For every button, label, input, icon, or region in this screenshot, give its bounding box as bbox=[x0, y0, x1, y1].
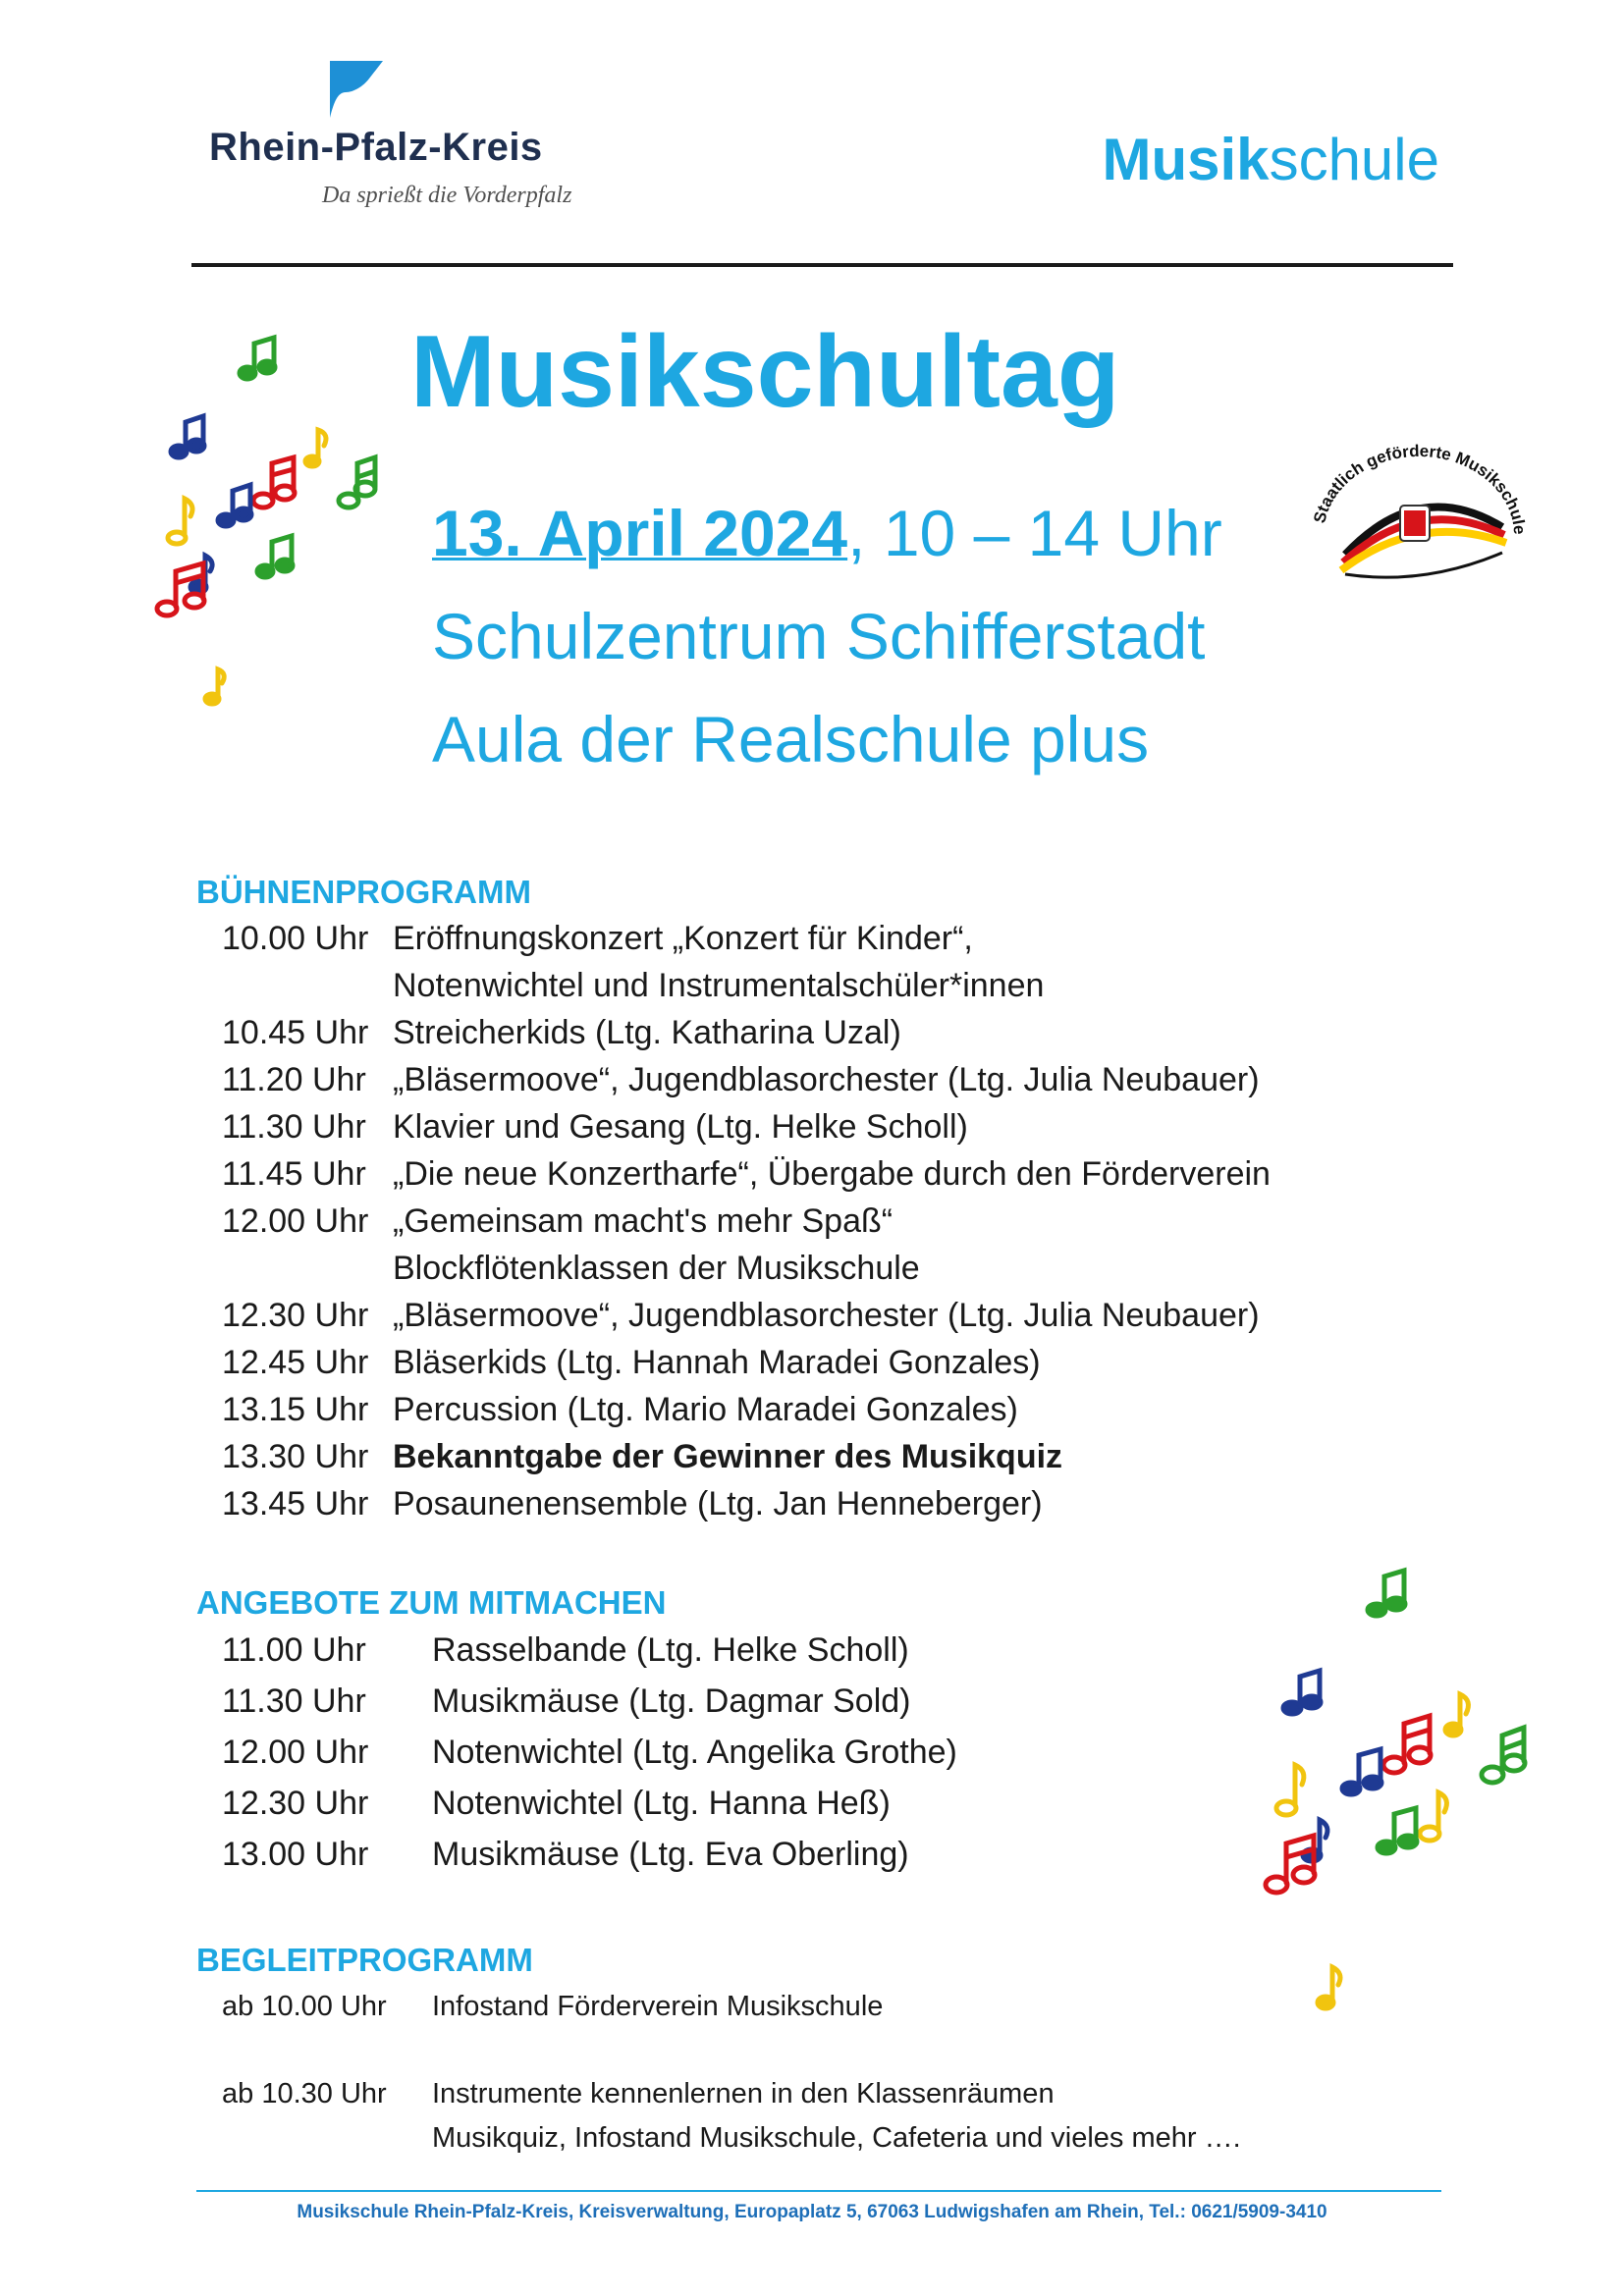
stage-item-time: 10.45 Uhr bbox=[222, 1014, 369, 1051]
music-notes-decoration-left bbox=[147, 324, 403, 717]
accompany-item-time: ab 10.00 Uhr bbox=[222, 1991, 387, 2022]
event-time: , 10 – 14 Uhr bbox=[847, 497, 1222, 569]
footer-divider bbox=[196, 2190, 1441, 2192]
stage-item-text2: Notenwichtel und Instrumentalschüler*innen bbox=[393, 967, 1045, 1004]
stage-item-time: 12.00 Uhr bbox=[222, 1202, 369, 1240]
stage-item-text: Klavier und Gesang (Ltg. Helke Scholl) bbox=[393, 1108, 968, 1146]
school-name bbox=[1103, 126, 1439, 193]
participate-item-time: 12.00 Uhr bbox=[222, 1734, 369, 1771]
footer-address: Musikschule Rhein-Pfalz-Kreis, Kreisverwaltung, Europaplatz 5, 67063 Ludwigshafen am Rhein, Tel.: 0621/5909-3410 bbox=[297, 2202, 1327, 2222]
stage-item-text: Streicherkids (Ltg. Katharina Uzal) bbox=[393, 1014, 901, 1051]
stage-item-text: „Die neue Konzertharfe“, Übergabe durch den Förderverein bbox=[393, 1155, 1271, 1193]
svg-text:Staatlich geförderte Musikschu: Staatlich geförderte Musikschule bbox=[1310, 441, 1530, 536]
header-divider bbox=[191, 263, 1453, 267]
accompany-item-text: Instrumente kennenlernen in den Klassenräumen bbox=[432, 2078, 1055, 2109]
stage-item-time: 13.30 Uhr bbox=[222, 1438, 369, 1475]
school-name-rest: schule bbox=[1269, 127, 1439, 192]
stage-item-time: 10.00 Uhr bbox=[222, 920, 369, 957]
participate-item-text: Musikmäuse (Ltg. Dagmar Sold) bbox=[432, 1682, 911, 1720]
stage-item-time: 13.15 Uhr bbox=[222, 1391, 369, 1428]
participate-item-time: 12.30 Uhr bbox=[222, 1785, 369, 1822]
stage-item-text: Posaunenensemble (Ltg. Jan Henneberger) bbox=[393, 1485, 1043, 1522]
state-funded-badge bbox=[1306, 437, 1532, 584]
stage-program-heading: BÜHNENPROGRAMM bbox=[196, 874, 531, 910]
page-title: Musikschultag bbox=[410, 315, 1120, 429]
event-hall: Aula der Realschule plus bbox=[432, 703, 1150, 775]
stage-item-text: „Bläsermoove“, Jugendblasorchester (Ltg. Julia Neubauer) bbox=[393, 1061, 1260, 1098]
participate-item-text: Rasselbande (Ltg. Helke Scholl) bbox=[432, 1631, 909, 1669]
music-notes-decoration-right bbox=[1257, 1561, 1551, 2032]
event-date: 13. April 2024 bbox=[432, 497, 848, 569]
stage-item-text: Bekanntgabe der Gewinner des Musikquiz bbox=[393, 1438, 1063, 1475]
participate-item-time: 13.00 Uhr bbox=[222, 1836, 369, 1873]
participate-heading: ANGEBOTE ZUM MITMACHEN bbox=[196, 1584, 667, 1621]
school-name-bold: Musik bbox=[1102, 127, 1270, 192]
stage-item-time: 13.45 Uhr bbox=[222, 1485, 369, 1522]
stage-item-time: 11.20 Uhr bbox=[222, 1061, 366, 1098]
stage-item-text: Percussion (Ltg. Mario Maradei Gonzales) bbox=[393, 1391, 1018, 1428]
event-date-time bbox=[432, 496, 1222, 570]
accompany-item-text2: Musikquiz, Infostand Musikschule, Cafeteria und vieles mehr …. bbox=[432, 2122, 1241, 2154]
accompany-heading: BEGLEITPROGRAMM bbox=[196, 1942, 533, 1978]
stage-item-time: 12.45 Uhr bbox=[222, 1344, 369, 1381]
participate-item-time: 11.00 Uhr bbox=[222, 1631, 366, 1669]
stage-item-text: „Gemeinsam macht's mehr Spaß“ bbox=[393, 1202, 893, 1240]
stage-item-text: Eröffnungskonzert „Konzert für Kinder“, bbox=[393, 920, 973, 957]
district-logo-name: Rhein-Pfalz-Kreis bbox=[209, 126, 543, 169]
participate-item-time: 11.30 Uhr bbox=[222, 1682, 366, 1720]
participate-item-text: Notenwichtel (Ltg. Angelika Grothe) bbox=[432, 1734, 957, 1771]
district-logo-tagline: Da sprießt die Vorderpfalz bbox=[322, 183, 572, 208]
participate-item-text: Notenwichtel (Ltg. Hanna Heß) bbox=[432, 1785, 891, 1822]
stage-item-time: 11.45 Uhr bbox=[222, 1155, 366, 1193]
participate-item-text: Musikmäuse (Ltg. Eva Oberling) bbox=[432, 1836, 909, 1873]
district-logo-mark bbox=[324, 59, 385, 120]
accompany-item-time: ab 10.30 Uhr bbox=[222, 2078, 387, 2109]
stage-item-time: 11.30 Uhr bbox=[222, 1108, 366, 1146]
stage-item-text: Bläserkids (Ltg. Hannah Maradei Gonzales) bbox=[393, 1344, 1041, 1381]
stage-item-text: „Bläsermoove“, Jugendblasorchester (Ltg. Julia Neubauer) bbox=[393, 1297, 1260, 1334]
stage-item-time: 12.30 Uhr bbox=[222, 1297, 369, 1334]
accompany-item-text: Infostand Förderverein Musikschule bbox=[432, 1991, 884, 2022]
event-venue: Schulzentrum Schifferstadt bbox=[432, 600, 1206, 672]
stage-item-text2: Blockflötenklassen der Musikschule bbox=[393, 1250, 920, 1287]
